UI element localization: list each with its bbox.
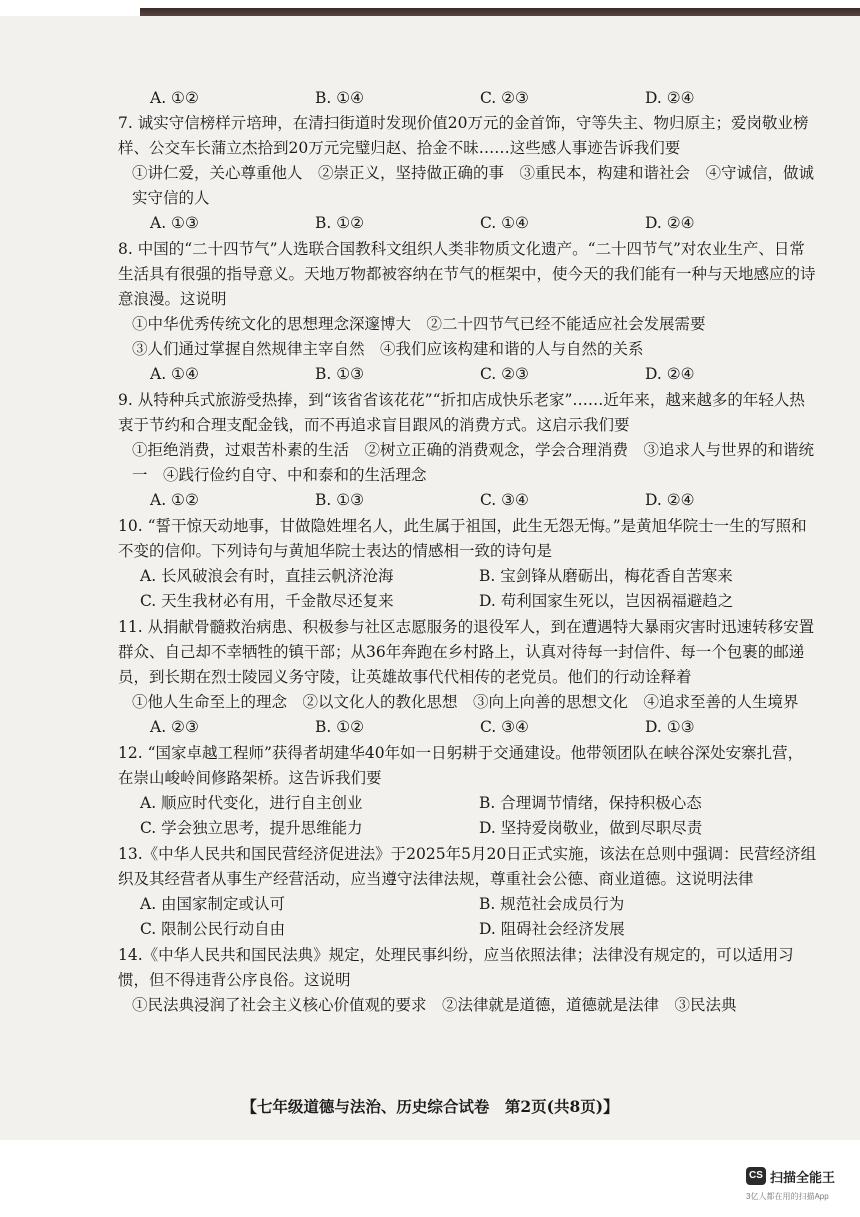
answer-option[interactable]: C. ③④ [480,718,529,736]
option: C. ②③ [480,89,529,107]
option: B. ①④ [315,89,365,107]
question-block [118,388,818,513]
question-block [118,237,818,387]
answer-option[interactable]: D. 阻碍社会经济发展 [479,920,625,938]
answer-option[interactable]: D. ①③ [645,718,695,736]
answer-option[interactable]: D. ②④ [645,214,695,232]
question-stem: 14.《中华人民共和国民法典》规定，处理民事纠纷，应当依照法律；法律没有规定的，可以适用习惯，但不得违背公序良俗。这说明 [118,946,794,989]
answer-options [118,816,818,841]
question-statement: ①他人生命至上的理念 ②以文化人的教化思想 ③向上向善的思想文化 ④追求至善的人生境界 [132,693,799,711]
answer-option[interactable]: A. 顺应时代变化，进行自主创业 [140,794,363,812]
question-stem: 10. “誓干惊天动地事，甘做隐姓埋名人，此生属于祖国，此生无怨无悔。”是黄旭华院士一生的写照和不变的信仰。下列诗句与黄旭华院士表达的情感相一致的诗句是 [118,517,807,560]
answer-option[interactable]: B. 宝剑锋从磨砺出，梅花香自苦寒来 [479,567,733,585]
question-block [118,514,818,614]
question-stem: 7. 诚实守信榜样亓培珅，在清扫街道时发现价值20万元的金首饰，守等失主、物归原主；爱岗敬业榜样、公交车长蒲立杰拾到20万元完璧归赵、拾金不昧……这些感人事迹告诉我们要 [118,114,809,157]
option: A. ①② [150,89,199,107]
question-block [118,943,818,1018]
option: D. ②④ [645,89,695,107]
answer-option[interactable]: C. ①④ [480,214,529,232]
answer-option[interactable]: B. ①③ [315,365,365,383]
answer-options [118,715,818,740]
answer-option[interactable]: B. ①② [315,718,365,736]
question-statement: ①民法典浸润了社会主义核心价值观的要求 ②法律就是道德，道德就是法律 ③民法典 [132,996,737,1014]
question-block [118,111,818,236]
answer-option[interactable]: D. ②④ [645,491,695,509]
question-statement: ①中华优秀传统文化的思想理念深邃博大 ②二十四节气已经不能适应社会发展需要 [132,315,706,333]
answer-option[interactable]: C. ②③ [480,365,529,383]
answer-option[interactable]: D. 苟利国家生死以，岂因祸福避趋之 [479,592,734,610]
answer-option[interactable]: C. 学会独立思考，提升思维能力 [140,819,363,837]
question-block [118,842,818,942]
question-stem: 11. 从捐献骨髓救治病患、积极参与社区志愿服务的退役军人，到在遭遇特大暴雨灾害时迅速转移安置群众、自己却不幸牺牲的镇干部；从36年奔跑在乡村路上，认真对待每一封信件、每一个包裹的邮递员，到长期在烈士陵园义务守陵，让英雄故事代代相传的老党员。他们的行动诠释着 [118,618,815,686]
answer-option[interactable]: D. 坚持爱岗敬业，做到尽职尽责 [479,819,703,837]
answer-options [118,211,818,236]
answer-options [118,589,818,614]
q6-options [118,86,818,111]
question-stem: 9. 从特种兵式旅游受热捧，到“该省省该花花”“折扣店成快乐老家”……近年来，越来越多的年轻人热衷于节约和合理支配金钱，而不再追求盲目跟风的消费方式。这启示我们要 [118,391,805,434]
answer-options [118,564,818,589]
question-block [118,615,818,740]
camscanner-tagline: 3亿人都在用的扫描App [746,1192,829,1201]
answer-options [118,362,818,387]
question-statement: ①讲仁爱，关心尊重他人 ②崇正义，坚持做正确的事 ③重民本，构建和谐社会 ④守诚信，做诚实守信的人 [132,164,815,207]
answer-option[interactable]: C. ③④ [480,491,529,509]
answer-options [118,488,818,513]
question-stem: 8. 中国的“二十四节气”人选联合国教科文组织人类非物质文化遗产。“二十四节气”对农业生产、日常生活具有很强的指导意义。天地万物都被容纳在节气的框架中，使今天的我们能有一种与天地感应的诗意浪漫。这说明 [118,240,816,308]
question-list [118,86,818,1019]
camscanner-logo-icon: CS [746,1167,766,1185]
answer-options [118,791,818,816]
answer-option[interactable]: B. ①③ [315,491,365,509]
answer-option[interactable]: C. 天生我材必有用，千金散尽还复来 [140,592,394,610]
answer-option[interactable]: D. ②④ [645,365,695,383]
answer-option[interactable]: A. 长风破浪会有时，直挂云帆济沧海 [140,567,394,585]
answer-option[interactable]: A. ①③ [150,214,199,232]
question-statement: ③人们通过掌握自然规律主宰自然 ④我们应该构建和谐的人与自然的关系 [132,340,644,358]
answer-option[interactable]: C. 限制公民行动自由 [140,920,286,938]
answer-options [118,892,818,917]
camscanner-name: 扫描全能王 [770,1170,836,1185]
answer-option[interactable]: B. ①② [315,214,365,232]
answer-option[interactable]: A. 由国家制定或认可 [140,895,286,913]
answer-option[interactable]: A. ①④ [150,365,199,383]
question-stem: 12. “国家卓越工程师”获得者胡建华40年如一日躬耕于交通建设。他带领团队在峡谷深处安寨扎营，在崇山峻岭间修路架桥。这告诉我们要 [118,744,804,787]
page-footer: 【七年级道德与法治、历史综合试卷 第2页(共8页)】 [241,1097,619,1116]
question-statement: ①拒绝消费，过艰苦朴素的生活 ②树立正确的消费观念，学会合理消费 ③追求人与世界的和谐统一 ④践行俭约自守、中和泰和的生活理念 [132,441,815,484]
question-block [118,741,818,841]
answer-option[interactable]: A. ②③ [150,718,199,736]
answer-option[interactable]: A. ①② [150,491,199,509]
answer-options [118,917,818,942]
answer-option[interactable]: B. 合理调节情绪，保持积极心态 [479,794,702,812]
answer-option[interactable]: B. 规范社会成员行为 [479,895,625,913]
question-stem: 13.《中华人民共和国民营经济促进法》于2025年5月20日正式实施，该法在总则中强调：民营经济组织及其经营者从事生产经营活动，应当遵守法律法规，尊重社会公德、商业道德。这说明法律 [118,845,817,888]
